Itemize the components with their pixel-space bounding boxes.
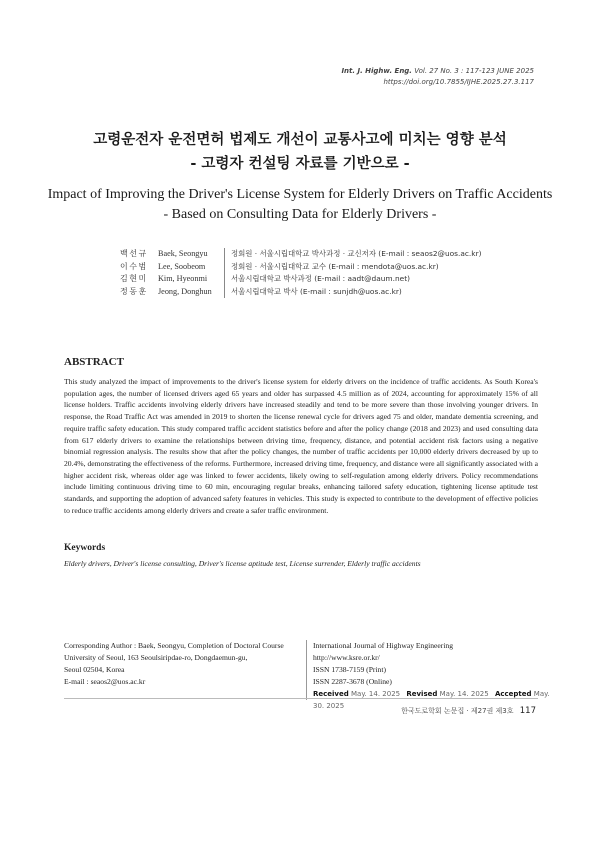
correspondence-line: Corresponding Author : Baek, Seongyu, Completion of Doctoral Course	[64, 641, 284, 650]
journal-header	[341, 66, 534, 88]
author-divider	[224, 286, 225, 299]
issn-print: ISSN 1738-7159 (Print)	[313, 665, 386, 674]
author-row	[120, 273, 482, 286]
author-name-en: Kim, Hyeonmi	[158, 274, 208, 284]
author-affiliation: 서울시립대학교 박사 (E-mail : sunjdh@uos.ac.kr)	[231, 286, 402, 296]
author-name-ko: 김현미	[120, 274, 148, 284]
korean-title-line1: 고령운전자 운전면허 법제도 개선이 교통사고에 미치는 영향 분석	[93, 132, 507, 148]
author-name-en: Jeong, Donghun	[158, 286, 212, 296]
doi-link[interactable]: https://doi.org/10.7855/IJHE.2025.27.3.117	[383, 78, 534, 86]
author-row	[120, 286, 482, 299]
journal-info-url[interactable]: http://www.ksre.or.kr/	[313, 653, 380, 662]
author-divider	[224, 273, 225, 286]
author-name-ko: 이수범	[120, 261, 148, 271]
keywords-text: Elderly drivers, Driver's license consulting, Driver's license aptitude test, License surrender, Elderly traffic accidents	[64, 559, 421, 568]
author-row	[120, 261, 482, 274]
footnote-divider	[306, 640, 307, 700]
author-list	[120, 248, 482, 298]
author-name-ko: 정동훈	[120, 286, 148, 296]
author-name-en: Baek, Seongyu	[158, 249, 208, 258]
page-number: 117	[519, 706, 536, 716]
english-title-line1: Impact of Improving the Driver's License System for Elderly Drivers on Traffic Accidents	[47, 187, 553, 202]
volume-info: Vol. 27 No. 3 : 117-123 JUNE 2025	[414, 67, 534, 75]
correspondence-email[interactable]: E-mail : seaos2@uos.ac.kr	[64, 677, 146, 686]
journal-name: Int. J. Highw. Eng.	[341, 67, 412, 75]
accepted-label: Accepted	[494, 690, 532, 698]
author-name-en: Lee, Soobeom	[158, 261, 206, 271]
footer-rule	[64, 698, 538, 699]
received-date: May. 14. 2025	[351, 690, 401, 698]
accepted-date: May. 30. 2025	[313, 690, 550, 710]
journal-info-block	[313, 640, 553, 712]
footer-journal-text: 한국도로학회 논문집 · 제27권 제3호	[401, 707, 514, 715]
correspondence-block	[64, 640, 304, 688]
english-title-line2: - Based on Consulting Data for Elderly Drivers -	[163, 207, 437, 222]
page-footer	[401, 706, 536, 716]
author-divider	[224, 261, 225, 274]
author-affiliation: 서울시립대학교 박사과정 (E-mail : aadt@daum.net)	[231, 274, 410, 284]
received-label: Received	[313, 690, 349, 698]
correspondence-line: Seoul 02504, Korea	[64, 665, 125, 674]
journal-info-name: International Journal of Highway Engineering	[313, 641, 454, 650]
revised-date: May. 14. 2025	[439, 690, 489, 698]
author-affiliation: 정회원 · 서울시립대학교 교수 (E-mail : mendota@uos.ac.kr)	[231, 261, 439, 271]
revised-label: Revised	[406, 690, 438, 698]
abstract-text: This study analyzed the impact of improvements to the driver's license system for elderly drivers on the incidence of traffic accidents. As South Korea's population ages, the number of licensed drivers aged 65 years and older has surpassed 4.5 million as of 2024, accounting for approximately 15% of all license holders. Traffic accidents involving elderly drivers have increased steadily and tend to be more severe than those involving younger drivers. In response, the Road Traffic Act was amended in 2019 to shorten the license renewal cycle for drivers aged 75 and older, mandate dementia screening, and require traffic safety education. This study compared traffic accident statistics before and after the policy change (2018 and 2023) and used consulting data from 617 elderly drivers to examine the relationships between driving time, frequency, distance, and potential accident risk factors using a negative binomial regression analysis. The results show that after the policy changes, the number of traffic accidents per 10,000 elderly drivers decreased by up to 20.4%, demonstrating the effectiveness of the reforms. Furthermore, increased driving time, frequency, and distance were all significantly associated with a higher accident risk, whereas older age was linked to fewer accidents, likely owing to self-regulation among elderly drivers. Policy recommendations include limiting continuous driving time to 60 min, encouraging regular breaks, enhancing tailored safety education, tightening license aptitude test standards, and supporting the adoption of advanced safety features in vehicles. This study is expected to contribute to the development of effective policies to reduce traffic accidents among elderly drivers and create a safer traffic environment.	[64, 377, 538, 515]
author-name-ko: 백선규	[120, 249, 148, 258]
abstract-heading: ABSTRACT	[64, 356, 124, 368]
korean-title-line2: - 고령자 컨설팅 자료를 기반으로 -	[190, 156, 410, 172]
author-divider	[224, 248, 225, 261]
author-row	[120, 248, 482, 261]
author-affiliation: 정회원 · 서울시립대학교 박사과정 · 교신저자 (E-mail : seaos2@uos.ac.kr)	[231, 249, 482, 258]
correspondence-line: University of Seoul, 163 Seoulsiripdae-ro, Dongdaemun-gu,	[64, 653, 248, 662]
issn-online: ISSN 2287-3678 (Online)	[313, 677, 392, 686]
keywords-heading: Keywords	[64, 543, 106, 553]
